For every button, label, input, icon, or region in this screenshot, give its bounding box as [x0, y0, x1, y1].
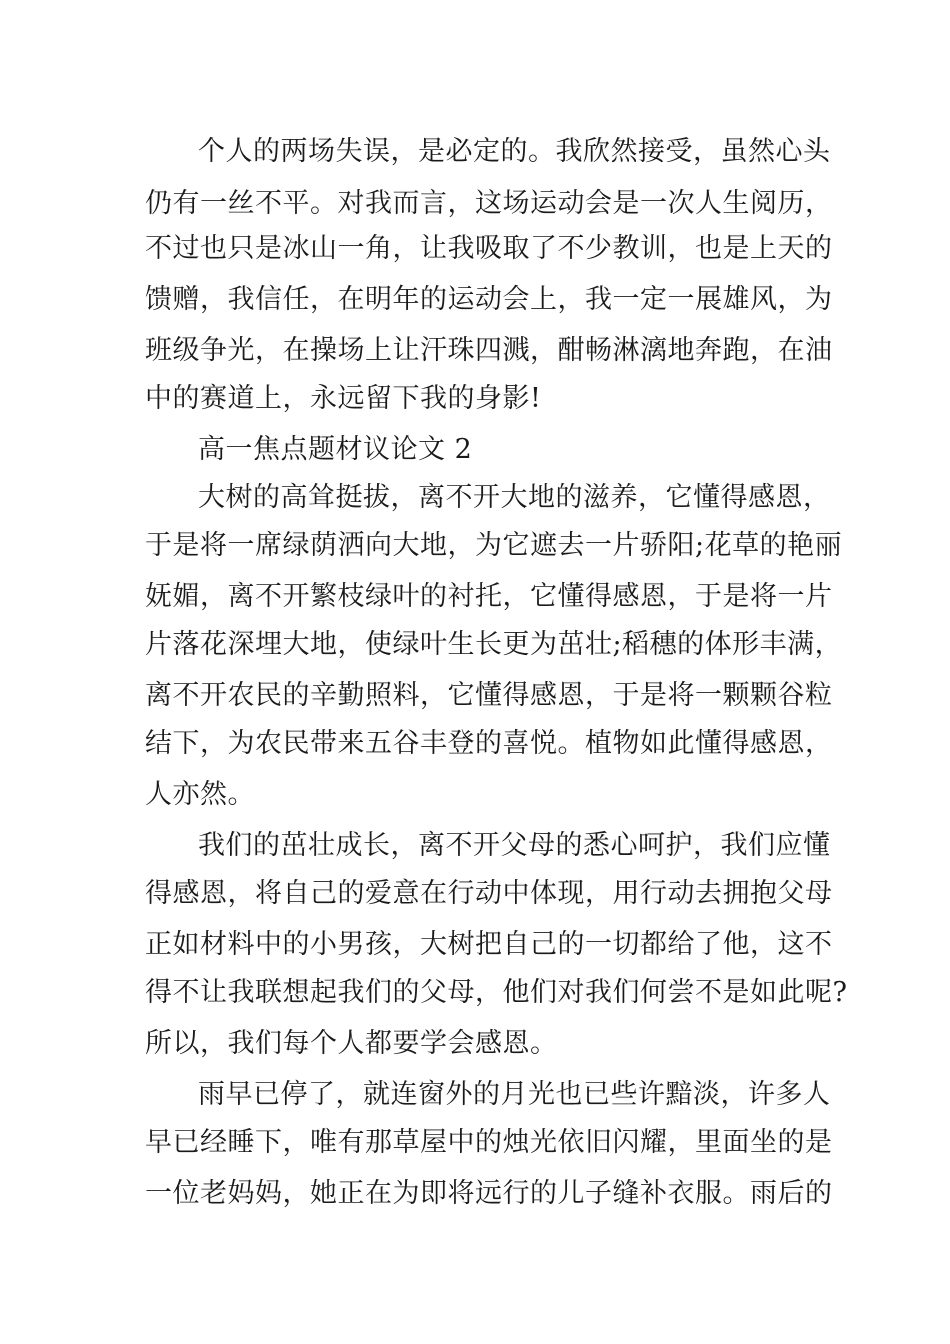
paragraph-line: 结下，为农民带来五谷丰登的喜悦。植物如此懂得感恩，: [145, 728, 833, 759]
paragraph-line: 个人的两场失误，是必定的。我欣然接受，虽然心头: [198, 136, 831, 167]
paragraph-line: 仍有一丝不平。对我而言，这场运动会是一次人生阅历，: [145, 188, 833, 219]
section-heading: 高一焦点题材议论文 2: [198, 434, 473, 465]
paragraph-line: 所以，我们每个人都要学会感恩。: [145, 1028, 558, 1059]
paragraph-line: 得感恩，将自己的爱意在行动中体现，用行动去拥抱父母: [145, 878, 833, 909]
paragraph-line: 大树的高耸挺拔，离不开大地的滋养，它懂得感恩，: [198, 482, 831, 513]
paragraph-line: 片落花深埋大地，使绿叶生长更为茁壮;稻穗的体形丰满，: [145, 629, 843, 660]
paragraph-line: 早已经睡下，唯有那草屋中的烛光依旧闪耀，里面坐的是: [145, 1127, 833, 1158]
paragraph-line: 我们的茁壮成长，离不开父母的悉心呵护，我们应懂: [198, 830, 831, 861]
paragraph-line: 得不让我联想起我们的父母，他们对我们何尝不是如此呢?: [145, 977, 848, 1008]
paragraph-line: 雨早已停了，就连窗外的月光也已些许黯淡，许多人: [198, 1079, 831, 1110]
paragraph-line: 于是将一席绿荫洒向大地，为它遮去一片骄阳;花草的艳丽: [145, 530, 843, 561]
paragraph-line: 离不开农民的辛勤照料，它懂得感恩，于是将一颗颗谷粒: [145, 680, 833, 711]
paragraph-line: 妩媚，离不开繁枝绿叶的衬托，它懂得感恩，于是将一片: [145, 581, 833, 612]
paragraph-line: 不过也只是冰山一角，让我吸取了不少教训，也是上天的: [145, 233, 833, 264]
paragraph-line: 馈赠，我信任，在明年的运动会上，我一定一展雄风，为: [145, 284, 833, 315]
paragraph-line: 中的赛道上，永远留下我的身影!: [145, 383, 542, 414]
paragraph-line: 正如材料中的小男孩，大树把自己的一切都给了他，这不: [145, 929, 833, 960]
paragraph-line: 人亦然。: [145, 779, 255, 810]
paragraph-line: 一位老妈妈，她正在为即将远行的儿子缝补衣服。雨后的: [145, 1178, 833, 1209]
paragraph-line: 班级争光，在操场上让汗珠四溅，酣畅淋漓地奔跑，在油: [145, 335, 833, 366]
